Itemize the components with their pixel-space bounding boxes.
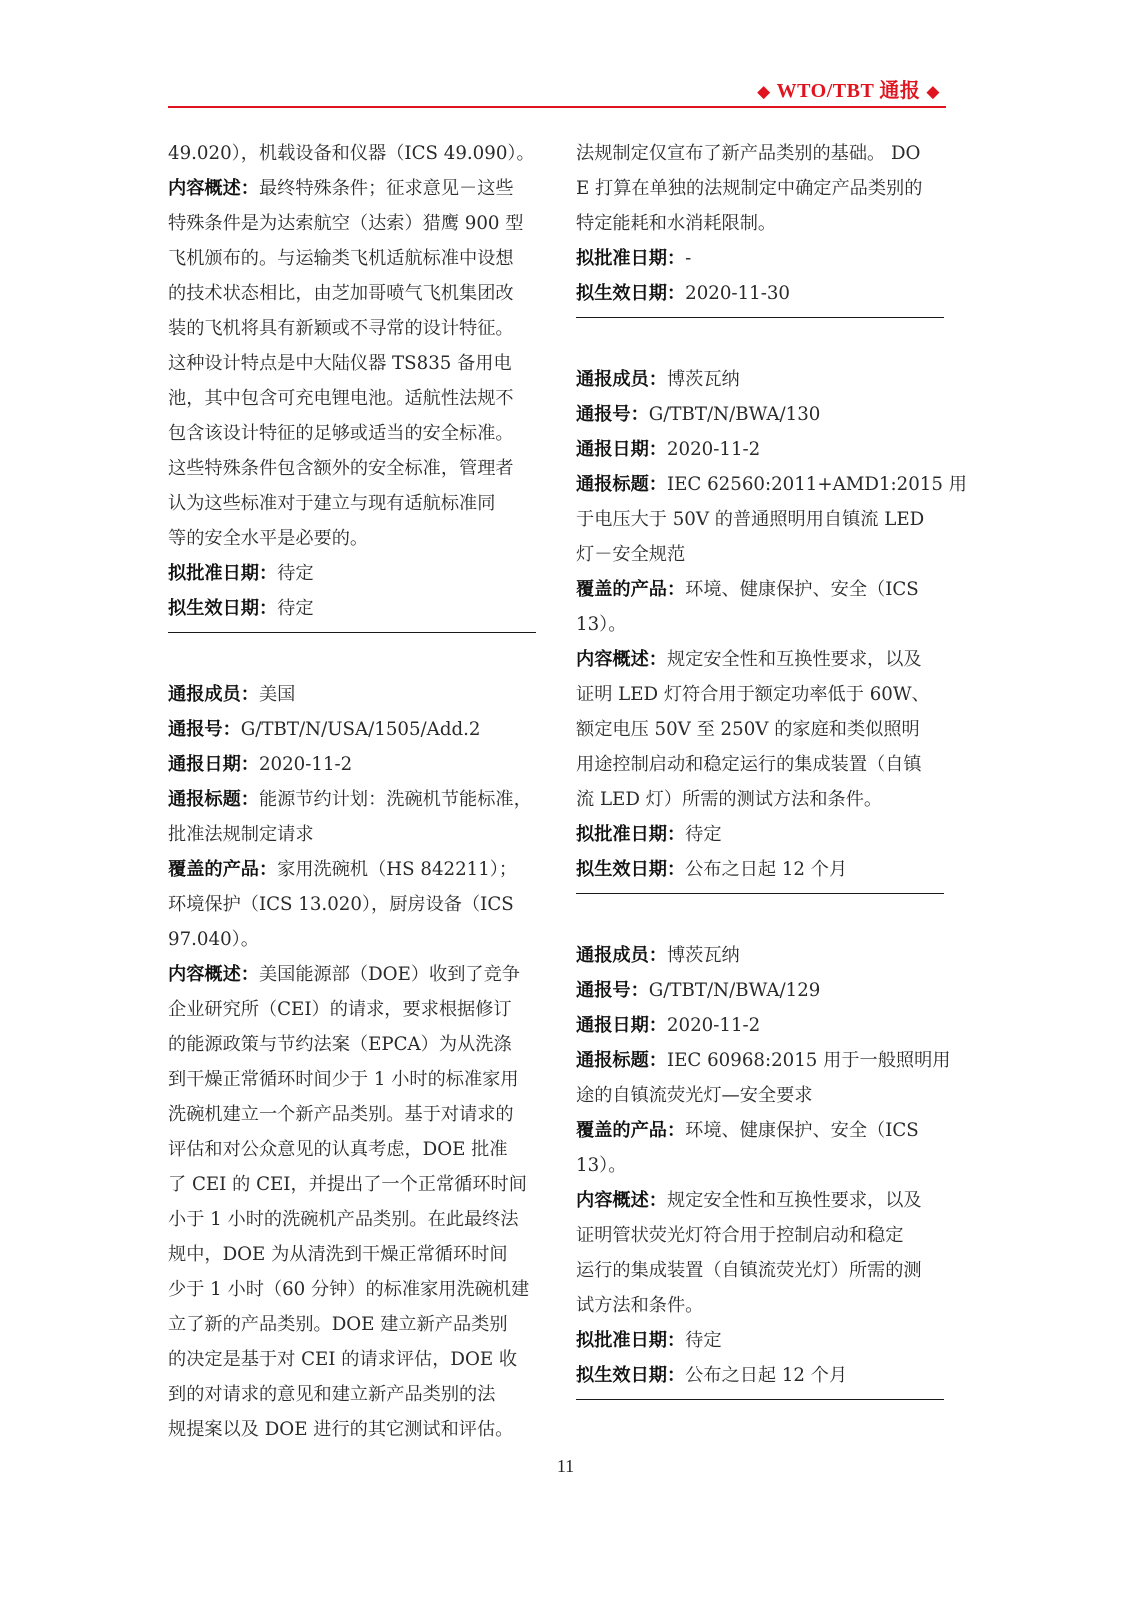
date-line (576, 1008, 944, 1043)
title-label: 通报标题： (576, 474, 667, 495)
summary-line: E 打算在单独的法规制定中确定产品类别的 (576, 178, 923, 199)
title-line (576, 1043, 951, 1078)
approval-label: 拟批准日期： (576, 824, 686, 845)
products-line (576, 572, 944, 607)
summary-line: 这些特殊条件包含额外的安全标准，管理者 (168, 458, 514, 479)
summary-line: 试方法和条件。 (576, 1295, 704, 1316)
summary-line: 认为这些标准对于建立与现有适航标准同 (168, 493, 496, 514)
summary-line: 池，其中包含可充电锂电池。适航性法规不 (168, 388, 514, 409)
title-text: IEC 62560:2011+AMD1:2015 用 (666, 474, 967, 495)
summary-label: 内容概述： (168, 178, 259, 199)
number-line (168, 712, 536, 747)
summary-line: 的技术状态相比，由芝加哥喷气飞机集团改 (168, 283, 514, 304)
products-text: 环境、健康保护、安全（ICS (685, 1120, 919, 1141)
date-line (576, 432, 944, 467)
approval-value: 待定 (277, 563, 314, 584)
member-line (168, 677, 536, 712)
summary-line: 包含该设计特征的足够或适当的安全标准。 (168, 423, 514, 444)
effective-date (576, 852, 944, 887)
summary-line: 到的对请求的意见和建立新产品类别的法 (168, 1384, 496, 1405)
date-value: 2020-11-2 (666, 439, 761, 460)
title-line: 灯－安全规范 (576, 544, 686, 565)
products-label: 覆盖的产品： (576, 579, 686, 600)
summary-line: 规中，DOE 为从清洗到干燥正常循环时间 (168, 1244, 508, 1265)
date-label: 通报日期： (576, 1015, 667, 1036)
effective-date (576, 1358, 944, 1393)
summary-label: 内容概述： (576, 1190, 667, 1211)
summary-line (576, 642, 944, 677)
number-value: G/TBT/N/BWA/130 (648, 404, 821, 425)
summary-line: 到干燥正常循环时间少于 1 小时的标准家用 (168, 1069, 519, 1090)
products-line: 49.020），机载设备和仪器（ICS 49.090）。 (168, 143, 535, 164)
summary-line (168, 957, 536, 992)
effective-label: 拟生效日期： (168, 598, 278, 619)
summary-line: 法规制定仅宣布了新产品类别的基础。 DO (576, 143, 921, 164)
title-text: 能源节约计划：洗碗机节能标准， (258, 789, 532, 810)
summary-line: 立了新的产品类别。DOE 建立新产品类别 (168, 1314, 508, 1335)
number-line (576, 397, 944, 432)
summary-line: 证明管状荧光灯符合用于控制启动和稳定 (576, 1225, 904, 1246)
effective-label: 拟生效日期： (576, 1365, 686, 1386)
summary-line: 证明 LED 灯符合用于额定功率低于 60W、 (576, 684, 930, 705)
notification-entry (168, 677, 536, 1447)
summary-line: 企业研究所（CEI）的请求，要求根据修订 (168, 999, 512, 1020)
member-value: 博茨瓦纳 (666, 945, 740, 966)
effective-date (168, 591, 536, 626)
date-line (168, 747, 536, 782)
summary-line: 少于 1 小时（60 分钟）的标准家用洗碗机建 (168, 1279, 530, 1300)
effective-label: 拟生效日期： (576, 283, 686, 304)
approval-value: - (685, 248, 692, 269)
summary-line: 评估和对公众意见的认真考虑，DOE 批准 (168, 1139, 508, 1160)
approval-value: 待定 (685, 1330, 722, 1351)
title-line (168, 782, 536, 817)
member-label: 通报成员： (168, 684, 259, 705)
summary-line: 这种设计特点是中大陆仪器 TS835 备用电 (168, 353, 512, 374)
products-label: 覆盖的产品： (576, 1120, 686, 1141)
products-label: 覆盖的产品： (168, 859, 278, 880)
summary-line: 特定能耗和水消耗限制。 (576, 213, 777, 234)
number-label: 通报号： (168, 719, 241, 740)
summary-line: 用途控制启动和稳定运行的集成装置（自镇 (576, 754, 922, 775)
member-value: 美国 (258, 684, 296, 705)
approval-label: 拟批准日期： (576, 248, 686, 269)
member-line (576, 938, 944, 973)
date-label: 通报日期： (168, 754, 259, 775)
summary-line: 规提案以及 DOE 进行的其它测试和评估。 (168, 1419, 514, 1440)
continued-entry (576, 136, 944, 318)
summary-line: 等的安全水平是必要的。 (168, 528, 369, 549)
member-label: 通报成员： (576, 369, 667, 390)
summary-line (168, 171, 536, 206)
effective-label: 拟生效日期： (576, 859, 686, 880)
summary-line: 小于 1 小时的洗碗机产品类别。在此最终法 (168, 1209, 519, 1230)
number-line (576, 973, 944, 1008)
products-line (168, 852, 536, 887)
page-number: 11 (556, 1456, 575, 1476)
summary-line: 特殊条件是为达索航空（达索）猎鹰 900 型 (168, 213, 524, 234)
number-label: 通报号： (576, 404, 649, 425)
summary-text: 规定安全性和互换性要求，以及 (666, 649, 922, 670)
summary-line: 装的飞机将具有新颖或不寻常的设计特征。 (168, 318, 514, 339)
summary-line: 流 LED 灯）所需的测试方法和条件。 (576, 789, 883, 810)
member-line (576, 362, 944, 397)
title-text: IEC 60968:2015 用于一般照明用 (666, 1050, 951, 1071)
page-header (168, 80, 946, 108)
title-label: 通报标题： (168, 789, 259, 810)
header-title-group (751, 80, 946, 102)
summary-text: 最终特殊条件；征求意见－这些 (258, 178, 514, 199)
right-column (576, 136, 967, 1400)
summary-line: 了 CEI 的 CEI，并提出了一个正常循环时间 (168, 1174, 527, 1195)
member-value: 博茨瓦纳 (666, 369, 740, 390)
products-line: 13）。 (576, 614, 627, 635)
approval-label: 拟批准日期： (168, 563, 278, 584)
approval-date (576, 817, 944, 852)
notification-entry (576, 938, 951, 1400)
summary-label: 内容概述： (576, 649, 667, 670)
products-text: 环境、健康保护、安全（ICS (685, 579, 919, 600)
approval-date (168, 556, 536, 591)
entry-divider (576, 1399, 944, 1400)
summary-line: 飞机颁布的。与运输类飞机适航标准中设想 (168, 248, 514, 269)
title-line: 批准法规制定请求 (168, 824, 314, 845)
summary-text: 规定安全性和互换性要求，以及 (666, 1190, 922, 1211)
summary-text: 美国能源部（DOE）收到了竞争 (258, 964, 520, 985)
summary-line: 的决定是基于对 CEI 的请求评估，DOE 收 (168, 1349, 518, 1370)
number-value: G/TBT/N/USA/1505/Add.2 (240, 719, 481, 740)
products-line: 环境保护（ICS 13.020），厨房设备（ICS (168, 894, 514, 915)
effective-date (576, 276, 944, 311)
products-line (576, 1113, 944, 1148)
title-label: 通报标题： (576, 1050, 667, 1071)
summary-line: 额定电压 50V 至 250V 的家庭和类似照明 (576, 719, 920, 740)
left-column (168, 136, 536, 1447)
date-label: 通报日期： (576, 439, 667, 460)
effective-value: 2020-11-30 (685, 283, 791, 304)
number-value: G/TBT/N/BWA/129 (648, 980, 821, 1001)
diamond-icon: ◆ (926, 82, 940, 101)
header-title: WTO/TBT 通报 (776, 80, 921, 102)
effective-value: 公布之日起 12 个月 (685, 859, 848, 880)
date-value: 2020-11-2 (258, 754, 353, 775)
approval-date (576, 241, 944, 276)
effective-value: 待定 (277, 598, 314, 619)
approval-value: 待定 (685, 824, 722, 845)
products-line: 97.040）。 (168, 929, 259, 950)
summary-label: 内容概述： (168, 964, 259, 985)
approval-date (576, 1323, 944, 1358)
approval-label: 拟批准日期： (576, 1330, 686, 1351)
title-line (576, 467, 967, 502)
notification-entry (576, 362, 967, 894)
effective-value: 公布之日起 12 个月 (685, 1365, 848, 1386)
title-line: 途的自镇流荧光灯—安全要求 (576, 1085, 813, 1106)
diamond-icon: ◆ (757, 82, 771, 101)
date-value: 2020-11-2 (666, 1015, 761, 1036)
summary-line: 洗碗机建立一个新产品类别。基于对请求的 (168, 1104, 514, 1125)
member-label: 通报成员： (576, 945, 667, 966)
number-label: 通报号： (576, 980, 649, 1001)
summary-line: 运行的集成装置（自镇流荧光灯）所需的测 (576, 1260, 922, 1281)
continued-entry (168, 136, 536, 633)
summary-line: 的能源政策与节约法案（EPCA）为从洗涤 (168, 1034, 512, 1055)
summary-line (576, 1183, 944, 1218)
products-line: 13）。 (576, 1155, 627, 1176)
title-line: 于电压大于 50V 的普通照明用自镇流 LED (576, 509, 925, 530)
products-text: 家用洗碗机（HS 842211）； (277, 859, 518, 880)
